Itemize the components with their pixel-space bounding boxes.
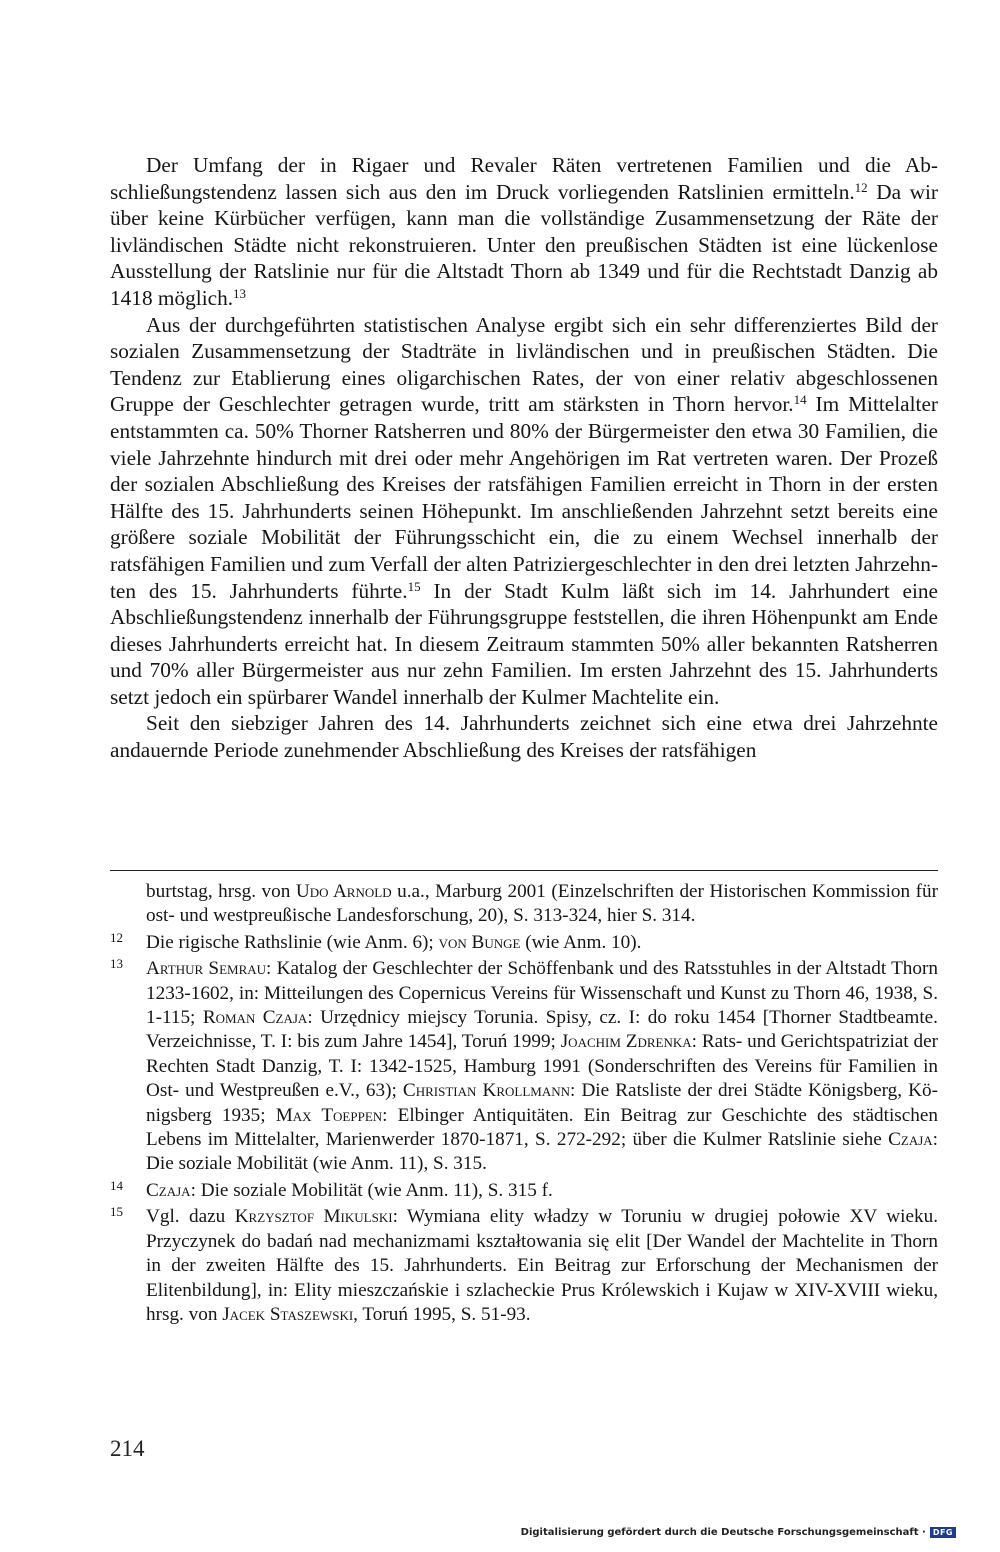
paragraph-text: Im Mittelalter entstammten ca. 50% Thorner Ratsherren und 80% der Bürgermeister den etwa 30 Familien, die viele Jahrzehnte hindurch mit drei oder mehr Angehörigen im Rat vertreten waren. Der Prozeß der sozialen Abschließung des Kreises der ratsfähigen Familien erreicht in Thorn in der ersten Hälfte des 15. Jahrhunderts seinen Höhepunkt. Im anschließenden Jahrzehnt setzt bereits eine größere soziale Mobilität der Führungsschicht ein, die zu einem Wechsel innerhalb der ratsfähigen Familien und zum Verfall der alten Patriziergeschlechter in den drei letzten Jahrzehnten des 15. Jahrhunderts führte. bbox=[110, 392, 938, 603]
author-name: Udo Arnold bbox=[295, 881, 392, 902]
footnote-13 bbox=[110, 957, 938, 1177]
dfg-logo: DFG bbox=[930, 1527, 956, 1538]
footnotes bbox=[110, 880, 938, 1329]
footnote-divider bbox=[110, 870, 938, 871]
author-name: von Bunge bbox=[438, 931, 521, 953]
paragraph-text: Da wir über keine Kürbücher verfügen, kann man die vollständige Zusammensetzung der Räte der livländischen Städte nicht rekonstruieren. Unter den preußischen Städten ist eine lückenlose Ausstellung der Ratslinie nur für die Altstadt Thorn ab 1349 und für die Rechtstadt Danzig ab 1418 möglich. bbox=[110, 179, 938, 310]
author-name: Arthur Semrau bbox=[146, 958, 267, 980]
footnote-text: Die rigische Rathslinie (wie Anm. 6); bbox=[146, 931, 439, 953]
credit-text: Digitalisierung gefördert durch die Deutsche Forschungsgemeinschaft · bbox=[520, 1527, 926, 1538]
footnote-text: : Urzędnicy miejscy Torunia. Spisy, cz. I: do roku 1454 [Thorner Stadtbeamte. Verzeichnisse, T. I: bis zum Jahre 1454], Toruń 1999; bbox=[146, 1007, 938, 1053]
author-name: Roman Czaja bbox=[202, 1007, 308, 1029]
author-name: Czaja bbox=[146, 1179, 191, 1201]
footnote-text: : Wymiana elity władzy w Toruniu w drugiej połowie XV wieku. Przyczynek do badań nad mechanizmami kształtowania się elit [Der Wandel der Machtelite in Thorn in der zweiten Hälfte des 15. Jahrhunderts. Ein Beitrag zur Erforschung der Mechanismen der Elitenbildung], in: Elity mieszczańskie i szlacheckie Prus Królewskich i Kujaw w XIV-XVIII wieku, hrsg. von bbox=[146, 1206, 938, 1325]
footnote-text: : Elbinger Antiquitäten. Ein Beitrag zur Geschichte des städtischen Lebens im Mittelalter, Marienwerder 1870-1871, S. 272-292; über die Kulmer Ratslinie siehe bbox=[146, 1104, 938, 1151]
paragraph-text: Aus der durchgeführten statistischen Analyse ergibt sich ein sehr differenziertes Bild der sozialen Zusammensetzung der Stadträte in livländischen und in preußischen Städten. Die Tendenz zur Etablierung eines oligarchischen Rates, der von einer relativ abgeschlossenen Gruppe der Geschlechter getragen wurde, tritt am stärksten in Thorn hervor. bbox=[110, 312, 938, 417]
page-number: 214 bbox=[110, 1436, 145, 1461]
footnote-number: 12 bbox=[110, 929, 123, 945]
footnote-ref-12[interactable]: 12 bbox=[854, 179, 868, 195]
author-name: Krzysztof Mikulski bbox=[234, 1206, 393, 1228]
footnote-ref-14[interactable]: 14 bbox=[793, 392, 807, 408]
author-name: Jacek Staszewski bbox=[222, 1303, 354, 1325]
author-name: Joachim Zdrenka bbox=[560, 1031, 692, 1053]
author-name: Christian Krollmann bbox=[402, 1080, 570, 1102]
paragraph-3 bbox=[110, 710, 938, 763]
author-name: Max Toeppen bbox=[275, 1104, 383, 1126]
digitization-credit bbox=[521, 1527, 956, 1538]
footnote-15 bbox=[110, 1205, 938, 1327]
footnote-text: : Die soziale Mobilität (wie Anm. 11), S. 315. bbox=[146, 1129, 938, 1175]
footnote-text: burtstag, hrsg. von bbox=[146, 881, 296, 902]
footnote-14 bbox=[110, 1179, 938, 1203]
footnote-ref-13[interactable]: 13 bbox=[233, 285, 247, 301]
paragraph-text: Der Umfang der in Rigaer und Revaler Räten vertretenen Familien und die Abschließungstendenz lassen sich aus den im Druck vorliegenden Ratslinien ermitteln. bbox=[110, 153, 938, 204]
main-text bbox=[110, 152, 938, 764]
author-name: Czaja bbox=[888, 1129, 933, 1151]
footnote-number: 13 bbox=[110, 956, 123, 972]
footnote-text: u.a., Marburg 2001 (Einzelschriften der Historischen Kommission für ost- und westpreußische Landesforschung, 20), S. 313-324, hier S. 314. bbox=[146, 881, 938, 927]
paragraph-2 bbox=[110, 312, 938, 711]
footnote-number: 14 bbox=[110, 1177, 123, 1193]
footnote-text: : Die Ratsliste der drei Städte Königsberg, Königsberg 1935; bbox=[146, 1080, 938, 1126]
footnote-text: : Rats- und Gerichtspatriziat der Rechten Stadt Danzig, T. I: 1342-1525, Hamburg 1991 (Sonderschriften des Vereins für Familien in Ost- und Westpreußen e.V., 63); bbox=[146, 1031, 938, 1102]
footnote-text: : Die soziale Mobilität (wie Anm. 11), S. 315 f. bbox=[190, 1179, 553, 1201]
footnote-12 bbox=[110, 931, 938, 955]
footnote-text: : Katalog der Geschlechter der Schöffenbank und des Ratsstuhles in der Altstadt Thorn 1233-1602, in: Mitteilungen des Copernicus Vereins für Wissenschaft und Kunst zu Thorn 46, 1938, S. 1-115; bbox=[146, 958, 938, 1029]
paragraph-text: Seit den siebziger Jahren des 14. Jahrhunderts zeichnet sich eine etwa drei Jahrzehnte andauernde Periode zunehmender Abschließung des Kreises der ratsfähigen bbox=[110, 711, 938, 763]
footnote-text: , Toruń 1995, S. 51-93. bbox=[353, 1303, 531, 1325]
footnote-text: (wie Anm. 10). bbox=[520, 931, 642, 953]
footnote-number: 15 bbox=[110, 1204, 123, 1220]
paragraph-text: In der Stadt Kulm läßt sich im 14. Jahrhundert eine Abschließungstendenz innerhalb der Führungsgruppe feststellen, die ihren Höhenpunkt am Ende dieses Jahrhunderts erreicht hat. In diesem Zeitraum stammten 50% aller bekannten Ratsherren und 70% aller Bürgermeister aus nur zehn Familien. Im ersten Jahrzehnt des 15. Jahrhunderts setzt jedoch ein spürbarer Wandel innerhalb der Kulmer Machtelite ein. bbox=[110, 578, 938, 709]
footnote-continued bbox=[110, 880, 938, 929]
paragraph-1 bbox=[110, 152, 938, 312]
footnote-text: Vgl. dazu bbox=[146, 1206, 235, 1228]
footnote-ref-15[interactable]: 15 bbox=[407, 578, 421, 594]
